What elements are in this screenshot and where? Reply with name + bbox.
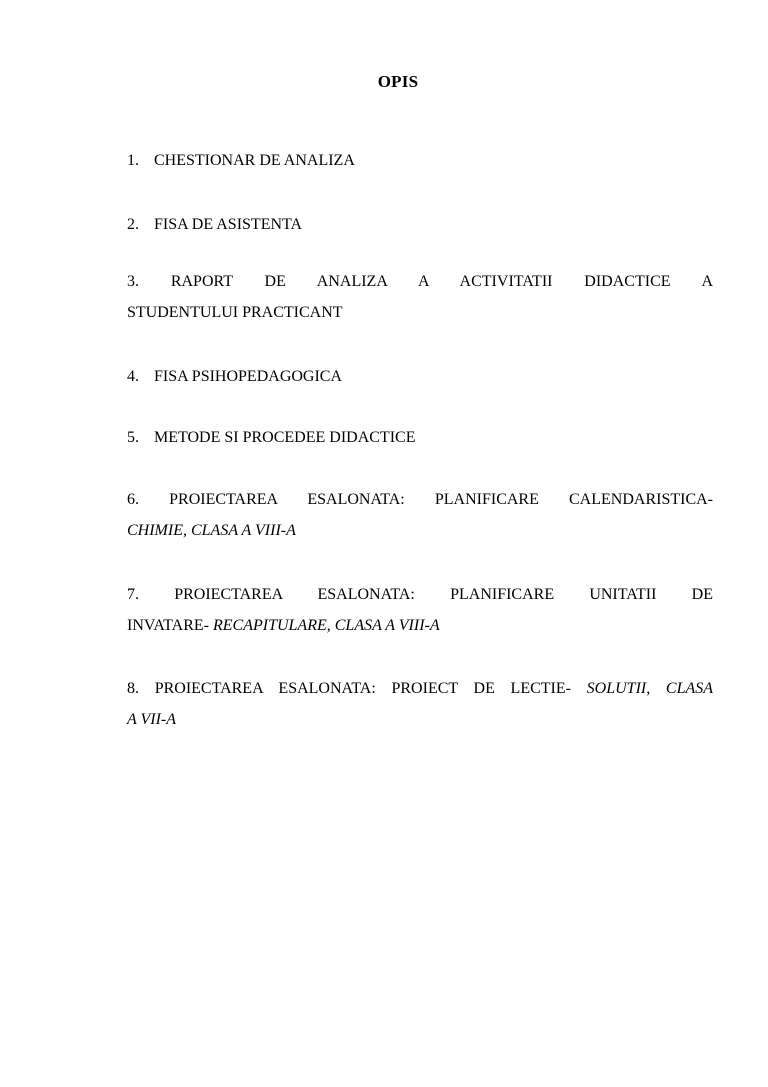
item-number: 6. (127, 491, 139, 508)
item-line-1 (127, 484, 713, 515)
item-text: METODE SI PROCEDEE DIDACTICE (154, 429, 416, 446)
item-number: 2. (127, 216, 139, 233)
item-number: 7. (127, 586, 139, 603)
item-text: FISA DE ASISTENTA (154, 216, 303, 233)
item-text-line1: RAPORT DE ANALIZA A ACTIVITATII DIDACTICE A (170, 273, 713, 290)
item-text-line2-italic: CHIMIE, CLASA A VIII-A (127, 522, 296, 539)
list-item-7 (127, 579, 713, 641)
item-number: 5. (127, 429, 139, 446)
item-line-1 (127, 579, 713, 610)
item-number: 1. (127, 152, 139, 169)
item-text-line2-plain: INVATARE- (127, 617, 209, 634)
list-item-3 (127, 266, 713, 328)
item-text-line1: PROIECTAREA ESALONATA: PLANIFICARE CALENDARISTICA- (169, 491, 713, 508)
list-item-8 (127, 673, 713, 735)
item-text-line1: PROIECTAREA ESALONATA: PLANIFICARE UNITATII DE (174, 586, 713, 603)
list-item-1 (127, 145, 713, 176)
item-text-line1-italic: SOLUTII, CLASA (586, 680, 713, 697)
item-line-1 (127, 673, 713, 704)
item-number: 4. (127, 368, 139, 385)
item-text-line2 (127, 704, 713, 735)
item-text-line2-italic: A VII-A (127, 711, 177, 728)
item-text-line2: STUDENTULUI PRACTICANT (127, 304, 343, 321)
item-text-line2 (127, 610, 713, 641)
item-line-1 (127, 266, 713, 297)
item-number: 8. (127, 680, 139, 697)
list-item-5 (127, 422, 713, 453)
item-text-line2-italic: RECAPITULARE, CLASA A VIII-A (212, 617, 440, 634)
list-item-2 (127, 209, 713, 240)
page-title: OPIS (377, 72, 419, 91)
item-text-line1: PROIECTAREA ESALONATA: PROIECT DE LECTIE- (154, 680, 571, 697)
list-item-6 (127, 484, 713, 546)
list-item-4 (127, 361, 713, 392)
item-text-line2 (127, 515, 713, 546)
item-text: CHESTIONAR DE ANALIZA (154, 152, 355, 169)
item-text: FISA PSIHOPEDAGOGICA (154, 368, 343, 385)
item-number: 3. (127, 273, 139, 290)
